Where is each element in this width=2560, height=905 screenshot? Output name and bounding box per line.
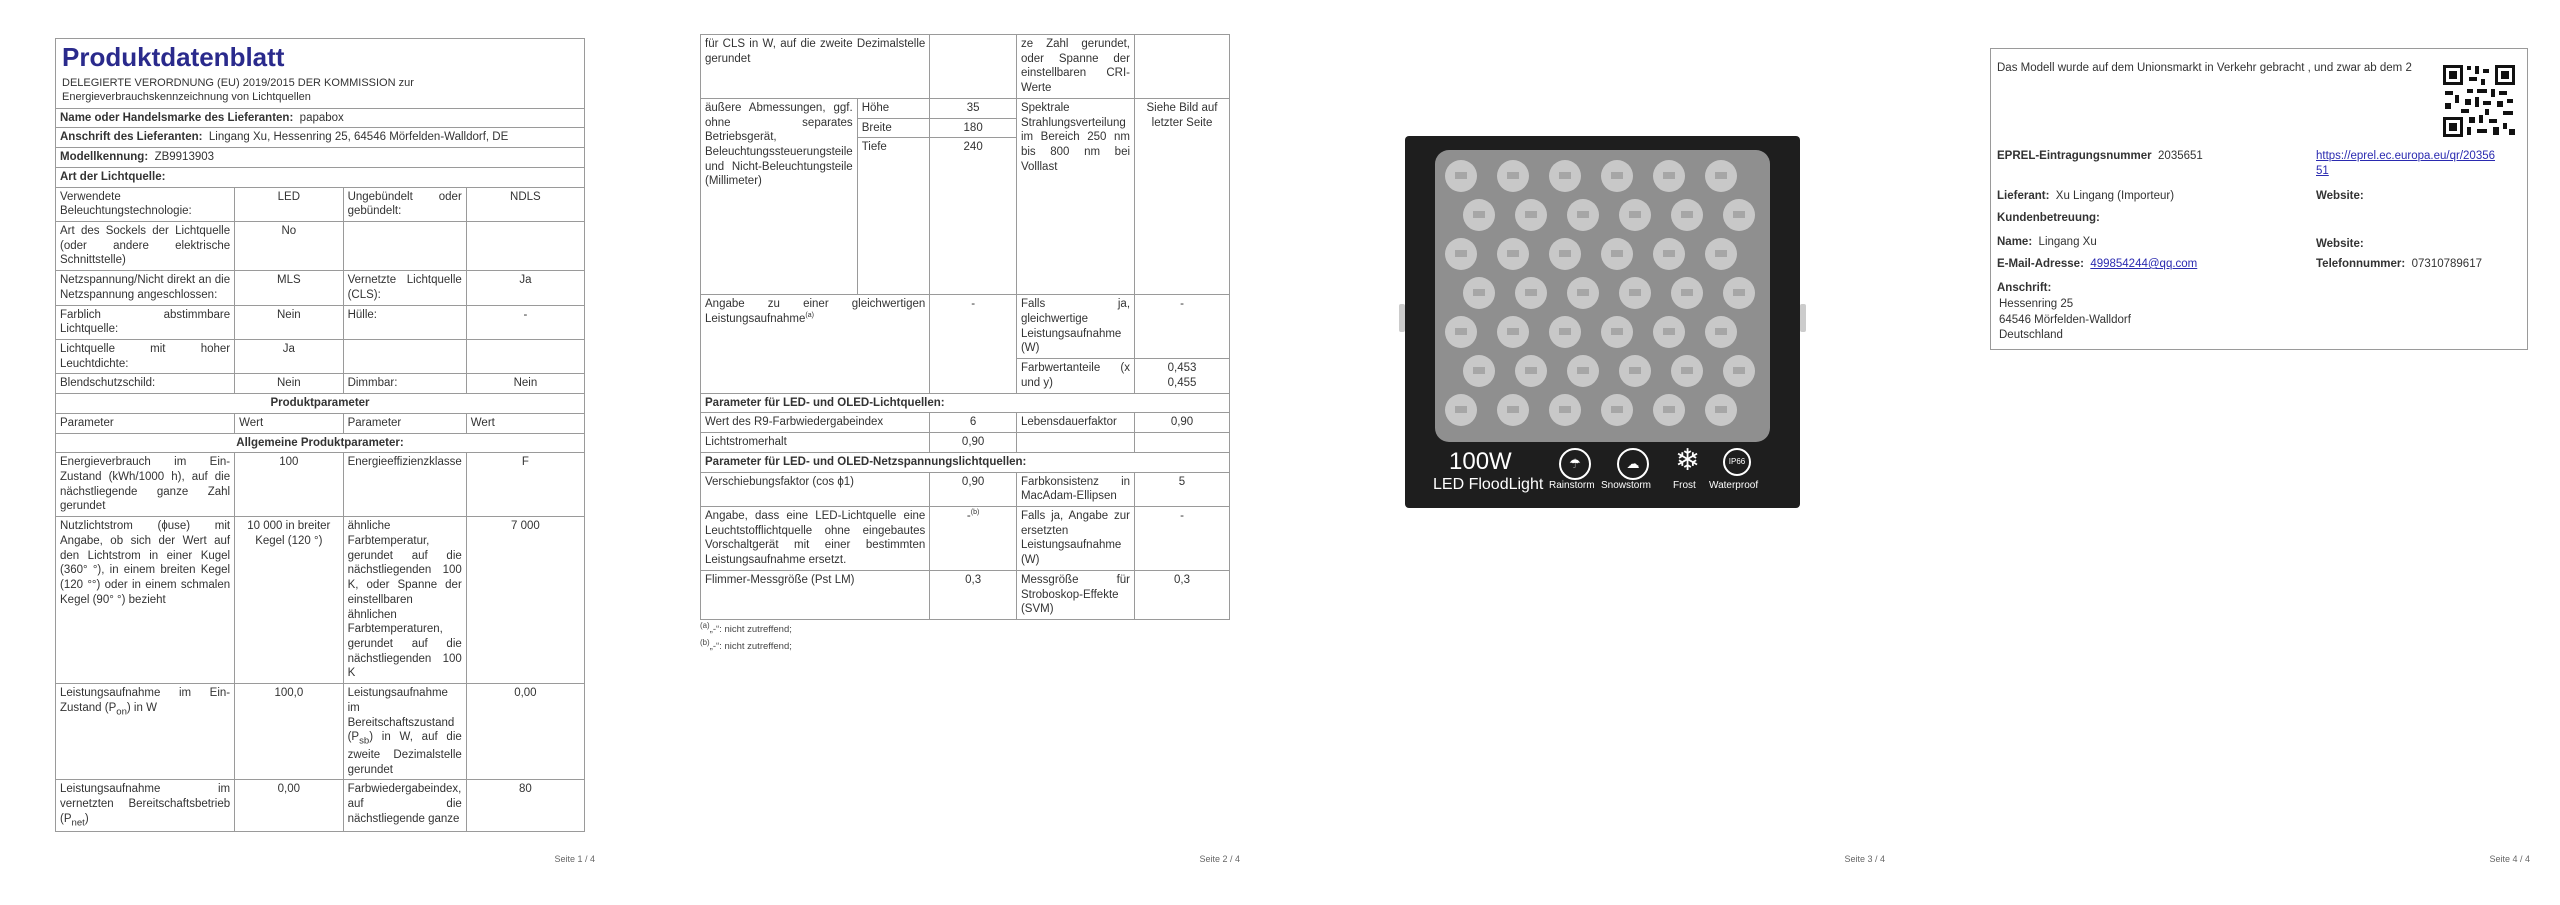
- led-chip: [1567, 199, 1599, 231]
- table-row: [701, 433, 1230, 453]
- waterproof-label: Waterproof: [1709, 480, 1759, 491]
- snowstorm-label: Snowstorm: [1601, 480, 1652, 491]
- table-row: [701, 295, 1230, 359]
- cell: Hülle:: [343, 305, 466, 339]
- page-number: Seite 2 / 4: [1199, 854, 1240, 864]
- table-row: [56, 780, 585, 832]
- cell: 35: [930, 98, 1017, 118]
- market-text: Das Modell wurde auf dem Unionsmarkt in Verkehr gebracht , und zwar ab dem 2: [1997, 62, 2412, 74]
- led-chip: [1601, 316, 1633, 348]
- supplier-name-label: Name oder Handelsmarke des Lieferanten:: [60, 111, 294, 124]
- led-chip: [1619, 199, 1651, 231]
- supplier-row: [1997, 189, 2174, 204]
- table-row: [701, 472, 1230, 506]
- cell: Dimmbar:: [343, 374, 466, 394]
- led-chip: [1445, 160, 1477, 192]
- email-link[interactable]: 499854244@qq.com: [2090, 258, 2198, 270]
- product-label: LED FloodLight: [1433, 476, 1544, 493]
- cell-text: Angabe zu einer gleichwertigen Leistungsaufnahme: [705, 298, 926, 326]
- cell: Blendschutzschild:: [56, 374, 235, 394]
- footnote-text: „-“: nicht zutreffend;: [709, 641, 792, 653]
- led-chip: [1515, 277, 1547, 309]
- website-label-2: Website:: [2316, 238, 2364, 250]
- cell: -: [1135, 295, 1230, 359]
- cell-text: Leistungsaufnahme im Ein-Zustand (P: [60, 687, 231, 714]
- table-row: [701, 506, 1230, 570]
- cell-text: Leistungsaufnahme im vernetzten Bereitschaftsbetrieb (P: [60, 783, 231, 825]
- cell-subscript: sb: [359, 735, 370, 747]
- address-line: Deutschland: [1999, 329, 2063, 342]
- eprel-row: [1997, 149, 2203, 164]
- led-chip: [1601, 238, 1633, 270]
- page-number: Seite 4 / 4: [2489, 854, 2530, 864]
- cell: No: [235, 221, 343, 270]
- cell: 0,3: [930, 570, 1017, 619]
- footnotes: [700, 620, 792, 655]
- waterproof-icon: [1723, 448, 1751, 476]
- led-chip: [1653, 316, 1685, 348]
- eprel-link[interactable]: https://eprel.ec.europa.eu/qr/2035651: [2316, 150, 2496, 177]
- address-label: Anschrift des Lieferanten:: [60, 131, 203, 144]
- cell: Verwendete Beleuchtungstechnologie:: [56, 187, 235, 221]
- footnote-a: [700, 620, 792, 637]
- led-chip: [1445, 394, 1477, 426]
- table-row: [56, 271, 585, 305]
- table-row: [701, 570, 1230, 619]
- eprel-label: EPREL-Eintragungsnummer: [1997, 150, 2152, 162]
- cell-text: ) in W, auf die zweite Dezimalstelle gerundet: [347, 731, 462, 776]
- cell: Nein: [235, 305, 343, 339]
- chroma-y: 0,455: [1167, 376, 1197, 389]
- cell: 0,90: [930, 433, 1017, 453]
- name-value: Lingang Xu: [2038, 236, 2097, 248]
- led-chip: [1567, 355, 1599, 387]
- cell: [466, 340, 584, 374]
- led-chip: [1723, 355, 1755, 387]
- cell: [56, 684, 235, 780]
- led-chip: [1705, 316, 1737, 348]
- cell: 0,90: [930, 472, 1017, 506]
- led-chip: [1515, 199, 1547, 231]
- led-panel: [1435, 150, 1770, 442]
- cell: Falls ja, Angabe zur ersetzten Leistungsaufnahme (W): [1016, 506, 1134, 570]
- supplier-name: papabox: [299, 111, 344, 124]
- table-row: [56, 517, 585, 684]
- cell: ähnliche Farbtemperatur, gerundet auf die nächstliegenden 100 K, oder Spanne der einstellbaren ähnlichen Farbtemperaturen, gerundet auf die nächstliegenden 100 K: [343, 517, 466, 684]
- cell: Vernetzte Lichtquelle (CLS):: [343, 271, 466, 305]
- rainstorm-label: Rainstorm: [1549, 480, 1595, 491]
- cell: [930, 506, 1017, 570]
- cell: Messgröße für Stroboskop-Effekte (SVM): [1016, 570, 1134, 619]
- cell-text: Leistungsaufnahme im Bereitschaftszustand (P: [347, 687, 455, 744]
- table-row: [56, 374, 585, 394]
- frost-icon: ❄: [1675, 444, 1701, 477]
- cell: NDLS: [466, 187, 584, 221]
- cell: LED: [235, 187, 343, 221]
- cell: Verschiebungsfaktor (cos ϕ1): [701, 472, 930, 506]
- led-chip: [1723, 277, 1755, 309]
- led-chip: [1653, 394, 1685, 426]
- model-label: Modellkennung:: [60, 151, 149, 164]
- cell: [466, 221, 584, 270]
- cell: ze Zahl gerundet, oder Spanne der einstellbaren CRI-Werte: [1016, 35, 1134, 99]
- cell: [1135, 433, 1230, 453]
- led-chip: [1619, 277, 1651, 309]
- led-chip: [1549, 160, 1581, 192]
- cell: [1016, 433, 1134, 453]
- cell: Falls ja, gleichwertige Leistungsaufnahme (W): [1016, 295, 1134, 359]
- table-row: [56, 684, 585, 780]
- led-chip: [1463, 355, 1495, 387]
- product-datasheet-table: [55, 38, 585, 832]
- cell: 0,90: [1135, 413, 1230, 433]
- page-1: [55, 0, 615, 870]
- cell: [343, 684, 466, 780]
- table-row: [701, 413, 1230, 433]
- footnote-b: [700, 637, 792, 654]
- led-chip: [1497, 238, 1529, 270]
- cell: Farbwiedergabeindex, auf die nächstliegende ganze: [343, 780, 466, 832]
- cell: -: [1135, 506, 1230, 570]
- page-title: Produktdatenblatt: [62, 42, 285, 72]
- led-chip: [1671, 199, 1703, 231]
- cell: 0,00: [466, 684, 584, 780]
- customer-service-label: Kundenbetreuung:: [1997, 212, 2100, 224]
- cell: 6: [930, 413, 1017, 433]
- eprel-info-box: [1990, 48, 2528, 350]
- cell: äußere Abmessungen, ggf. ohne separates Betriebsgerät, Beleuchtungssteuerungsteile und Nicht-Beleuchtungsteile (Millimeter): [701, 98, 858, 294]
- cell: Farbwertanteile (x und y): [1016, 359, 1134, 393]
- cell: MLS: [235, 271, 343, 305]
- floodlight-product-image: [1405, 136, 1800, 508]
- cell: [56, 780, 235, 832]
- cell: F: [466, 453, 584, 517]
- phone-value: 07310789617: [2411, 258, 2482, 270]
- led-chip: [1619, 355, 1651, 387]
- cell: Ja: [235, 340, 343, 374]
- table-row: [56, 221, 585, 270]
- cell: Netzspannung/Nicht direkt an die Netzspannung angeschlossen:: [56, 271, 235, 305]
- cell: Nein: [466, 374, 584, 394]
- name-label: Name:: [1997, 236, 2033, 248]
- led-chip: [1671, 355, 1703, 387]
- cell: Energieverbrauch im Ein-Zustand (kWh/1000 h), auf die nächstliegende ganze Zahl gerundet: [56, 453, 235, 517]
- table-row: [56, 187, 585, 221]
- cell: -: [466, 305, 584, 339]
- cell: 10 000 in breiter Kegel (120 °): [235, 517, 343, 684]
- cell: 0,3: [1135, 570, 1230, 619]
- cell: 100,0: [235, 684, 343, 780]
- led-oled-heading: Parameter für LED- und OLED-Lichtquellen:: [701, 393, 1230, 413]
- cell: 0,00: [235, 780, 343, 832]
- cell-subscript: net: [71, 816, 85, 828]
- led-chip: [1445, 238, 1477, 270]
- cell: Breite: [857, 118, 930, 138]
- led-chip: [1549, 316, 1581, 348]
- table-row: [56, 340, 585, 374]
- frost-label: Frost: [1673, 480, 1696, 491]
- cell: [930, 35, 1017, 99]
- footnote-ref: (a): [805, 312, 814, 320]
- column-header: Wert: [466, 413, 584, 433]
- cell: Wert des R9-Farbwiedergabeindex: [701, 413, 930, 433]
- cell: Energieeffizienzklasse: [343, 453, 466, 517]
- led-chip: [1601, 394, 1633, 426]
- cell: Spektrale Strahlungsverteilung im Bereich 250 nm bis 800 nm bei Volllast: [1016, 98, 1134, 294]
- address-label: Anschrift:: [1997, 282, 2052, 294]
- cell: Nutzlichtstrom (ɸuse) mit Angabe, ob sich der Wert auf den Lichtstrom in einer Kugel (360° °), in einem breiten Kegel (120 °°) oder in einem schmalen Kegel (90° °) bezieht: [56, 517, 235, 684]
- column-header: Parameter: [343, 413, 466, 433]
- cell: [1135, 359, 1230, 393]
- cell: Lichtstromerhalt: [701, 433, 930, 453]
- led-chip: [1549, 394, 1581, 426]
- led-mains-heading: Parameter für LED- und OLED-Netzspannungslichtquellen:: [701, 452, 1230, 472]
- product-params-heading: Produktparameter: [56, 394, 585, 414]
- cell: Flimmer-Messgröße (Pst LM): [701, 570, 930, 619]
- cell: [701, 295, 930, 393]
- led-chip: [1705, 238, 1737, 270]
- cell: Tiefe: [857, 138, 930, 295]
- footnote-mark: (b): [700, 638, 710, 648]
- website-label: Website:: [2316, 190, 2364, 202]
- led-chip: [1567, 277, 1599, 309]
- table-row: [56, 305, 585, 339]
- mount-bracket-left: [1399, 304, 1405, 332]
- led-chip: [1497, 160, 1529, 192]
- light-type-heading: Art der Lichtquelle:: [56, 167, 585, 187]
- cell: -: [930, 295, 1017, 393]
- rainstorm-icon: ☂: [1559, 448, 1591, 480]
- led-chip: [1463, 277, 1495, 309]
- wattage-label: 100W: [1449, 448, 1512, 475]
- snowstorm-icon: ☁: [1617, 448, 1649, 480]
- page-number: Seite 1 / 4: [554, 854, 595, 864]
- supplier-address: Lingang Xu, Hessenring 25, 64546 Mörfelden-Walldorf, DE: [208, 131, 509, 144]
- led-chip: [1601, 160, 1633, 192]
- cell: [1135, 35, 1230, 99]
- cell-text: -: [966, 509, 971, 522]
- qr-code-icon: [2441, 63, 2517, 139]
- cell: 80: [466, 780, 584, 832]
- address-line: 64546 Mörfelden-Walldorf: [1999, 313, 2131, 326]
- supplier-value: Xu Lingang (Importeur): [2055, 190, 2175, 202]
- address-block: [1999, 297, 2131, 344]
- led-chip: [1463, 199, 1495, 231]
- cell: Nein: [235, 374, 343, 394]
- column-header: Parameter: [56, 413, 235, 433]
- column-header: Wert: [235, 413, 343, 433]
- table-row: [701, 35, 1230, 99]
- cell: Farbkonsistenz in MacAdam-Ellipsen: [1016, 472, 1134, 506]
- page-number: Seite 3 / 4: [1844, 854, 1885, 864]
- phone-label: Telefonnummer:: [2316, 258, 2406, 270]
- cell: für CLS in W, auf die zweite Dezimalstelle gerundet: [701, 35, 930, 99]
- led-chip: [1497, 316, 1529, 348]
- cell: Siehe Bild auf letzter Seite: [1135, 98, 1230, 294]
- product-datasheet-table-continued: [700, 34, 1230, 620]
- led-chip: [1653, 160, 1685, 192]
- led-chip: [1705, 160, 1737, 192]
- regulation-text: DELEGIERTE VERORDNUNG (EU) 2019/2015 DER KOMMISSION zur Energieverbrauchskennzeichnung von Lichtquellen: [62, 76, 414, 103]
- footnote-text: „-“: nicht zutreffend;: [709, 624, 792, 636]
- cell: 240: [930, 138, 1017, 295]
- table-row: [56, 453, 585, 517]
- cell: [343, 221, 466, 270]
- table-row: [701, 98, 1230, 118]
- phone-row: [2316, 257, 2482, 272]
- led-chip: [1705, 394, 1737, 426]
- name-row: [1997, 235, 2097, 250]
- email-row: [1997, 257, 2197, 272]
- cell: Ja: [466, 271, 584, 305]
- cell: 7 000: [466, 517, 584, 684]
- cell-subscript: on: [116, 706, 127, 718]
- cell-text: ): [84, 812, 89, 825]
- mount-bracket-right: [1800, 304, 1806, 332]
- led-chip: [1445, 316, 1477, 348]
- led-chip: [1723, 199, 1755, 231]
- cell: 100: [235, 453, 343, 517]
- address-line: Hessenring 25: [1999, 298, 2074, 310]
- page-3: [1345, 0, 1905, 870]
- email-label: E-Mail-Adresse:: [1997, 258, 2084, 270]
- column-header-row: [56, 413, 585, 433]
- cell: Farblich abstimmbare Lichtquelle:: [56, 305, 235, 339]
- page-4: [1990, 0, 2550, 870]
- cell: Lichtquelle mit hoher Leuchtdichte:: [56, 340, 235, 374]
- page-2: [700, 0, 1260, 870]
- footnote-ref: (b): [970, 509, 980, 517]
- cell-text: ) in W: [126, 701, 157, 714]
- footnote-mark: (a): [700, 621, 710, 630]
- cell: Art des Sockels der Lichtquelle (oder andere elektrische Schnittstelle): [56, 221, 235, 270]
- cell: Angabe, dass eine LED-Lichtquelle eine Leuchtstofflichtquelle ohne eingebautes Vorschaltgerät mit einer bestimmten Leistungsaufnahme ersetzt.: [701, 506, 930, 570]
- supplier-label: Lieferant:: [1997, 190, 2050, 202]
- eprel-number: 2035651: [2158, 150, 2203, 162]
- model-id: ZB9913903: [154, 151, 215, 164]
- led-chip: [1515, 355, 1547, 387]
- cell: [343, 340, 466, 374]
- general-params-heading: Allgemeine Produktparameter:: [56, 433, 585, 453]
- cell: 180: [930, 118, 1017, 138]
- ip-rating: IP66: [1728, 457, 1746, 466]
- led-chip: [1497, 394, 1529, 426]
- cell: Ungebündelt oder gebündelt:: [343, 187, 466, 221]
- cell: Höhe: [857, 98, 930, 118]
- led-chip: [1653, 238, 1685, 270]
- cell: 5: [1135, 472, 1230, 506]
- led-chip: [1671, 277, 1703, 309]
- led-chip: [1549, 238, 1581, 270]
- cell: Lebensdauerfaktor: [1016, 413, 1134, 433]
- chroma-x: 0,453: [1167, 362, 1197, 375]
